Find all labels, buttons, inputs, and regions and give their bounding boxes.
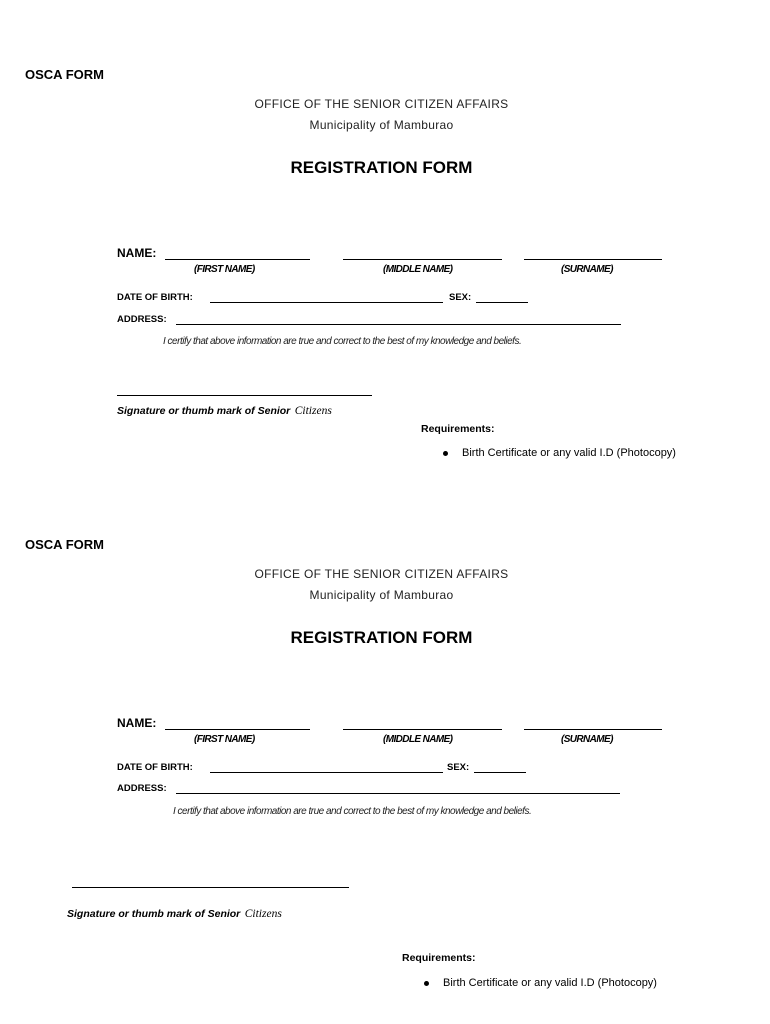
certify-statement: I certify that above information are true and correct to the best of my knowledge and beliefs.: [163, 336, 522, 347]
surname-field[interactable]: [524, 259, 662, 260]
sex-label: SEX:: [449, 292, 472, 303]
dob-field[interactable]: [210, 772, 443, 773]
middle-name-field[interactable]: [343, 729, 502, 730]
address-label: ADDRESS:: [117, 314, 167, 325]
first-name-field[interactable]: [165, 729, 310, 730]
requirement-item: [443, 447, 676, 459]
middle-name-caption: (MIDDLE NAME): [383, 264, 453, 275]
osca-form-header: OSCA FORM: [25, 67, 104, 82]
signature-line[interactable]: [72, 887, 349, 888]
dob-field[interactable]: [210, 302, 443, 303]
first-name-field[interactable]: [165, 259, 310, 260]
sex-field[interactable]: [476, 302, 528, 303]
surname-field[interactable]: [524, 729, 662, 730]
first-name-caption: (FIRST NAME): [194, 734, 255, 745]
sex-label: SEX:: [447, 762, 470, 773]
signature-caption: [67, 904, 282, 922]
first-name-caption: (FIRST NAME): [194, 264, 255, 275]
bullet-icon: [424, 981, 429, 986]
signature-citizens: Citizens: [244, 908, 282, 920]
sex-field[interactable]: [474, 772, 526, 773]
address-field[interactable]: [176, 793, 620, 794]
signature-line[interactable]: [117, 395, 372, 396]
middle-name-caption: (MIDDLE NAME): [383, 734, 453, 745]
surname-caption: (SURNAME): [561, 264, 613, 275]
requirement-text: Birth Certificate or any valid I.D (Photocopy): [443, 977, 657, 989]
signature-citizens: Citizens: [294, 405, 332, 417]
dob-label: DATE OF BIRTH:: [117, 292, 193, 303]
dob-label: DATE OF BIRTH:: [117, 762, 193, 773]
municipality: Municipality of Mamburao: [309, 118, 454, 132]
office-name: OFFICE OF THE SENIOR CITIZEN AFFAIRS: [254, 97, 509, 111]
bullet-icon: [443, 451, 448, 456]
surname-caption: (SURNAME): [561, 734, 613, 745]
address-label: ADDRESS:: [117, 783, 167, 794]
name-label: NAME:: [117, 246, 157, 260]
middle-name-field[interactable]: [343, 259, 502, 260]
requirement-text: Birth Certificate or any valid I.D (Photocopy): [462, 447, 676, 459]
form-title: REGISTRATION FORM: [290, 158, 473, 177]
address-field[interactable]: [176, 324, 621, 325]
osca-form-header: OSCA FORM: [25, 537, 104, 552]
signature-caption: [117, 401, 332, 419]
requirements-label: Requirements:: [421, 423, 495, 435]
certify-statement: I certify that above information are true and correct to the best of my knowledge and beliefs.: [173, 806, 532, 817]
signature-text: Signature or thumb mark of Senior: [117, 405, 291, 417]
name-label: NAME:: [117, 716, 157, 730]
requirements-label: Requirements:: [402, 952, 476, 964]
requirement-item: [424, 977, 657, 989]
municipality: Municipality of Mamburao: [309, 588, 454, 602]
office-name: OFFICE OF THE SENIOR CITIZEN AFFAIRS: [254, 567, 509, 581]
form-title: REGISTRATION FORM: [290, 628, 473, 647]
signature-text: Signature or thumb mark of Senior: [67, 908, 241, 920]
